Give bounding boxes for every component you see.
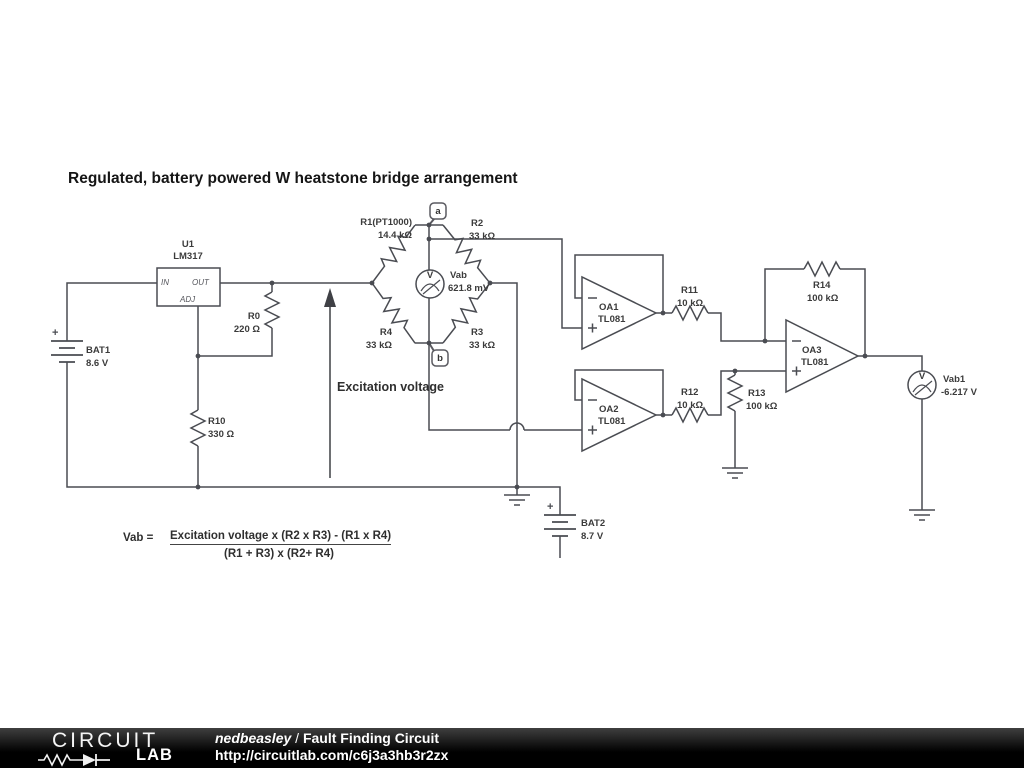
ground-symbol-rail (504, 495, 530, 505)
r4-ref-label: R4 (379, 327, 392, 338)
bat2-value-label: 8.7 V (581, 531, 604, 542)
bat2-plus-sign: + (547, 501, 554, 513)
formula-denominator: (R1 + R3) x (R2+ R4) (224, 548, 334, 560)
r10-value-label: 330 Ω (208, 429, 235, 440)
footer-owner[interactable]: nedbeasley (215, 730, 292, 746)
vab1-meter-letter: V (918, 371, 926, 382)
junction-dots (196, 223, 868, 490)
resistor-r0[interactable] (265, 292, 279, 328)
r3-ref-label: R3 (471, 327, 484, 338)
r2-value-label: 33 kΩ (469, 231, 496, 242)
bat1-plus-sign: + (52, 327, 59, 339)
oa2-part-label: TL081 (598, 416, 626, 427)
opamp-oa1[interactable] (582, 277, 656, 349)
u1-pin-in-label: IN (161, 278, 169, 287)
node-a-label: a (435, 206, 441, 217)
resistor-r14[interactable] (804, 262, 840, 276)
formula-lhs: Vab = (123, 532, 154, 544)
r12-ref-label: R12 (681, 387, 699, 398)
vab1-ref-label: Vab1 (943, 374, 966, 385)
r0-ref-label: R0 (247, 311, 260, 322)
resistor-r10[interactable] (191, 410, 205, 446)
excitation-voltage-label: Excitation voltage (337, 380, 444, 394)
r1-value-label: 14.4 kΩ (377, 230, 412, 241)
r13-ref-label: R13 (748, 388, 766, 399)
circuitlab-logo-circuit[interactable]: CIRCUIT (52, 729, 159, 752)
excitation-arrow-head (324, 288, 336, 307)
r4-value-label: 33 kΩ (365, 340, 392, 351)
footer-url[interactable]: http://circuitlab.com/c6j3a3hb3r2zx (215, 747, 449, 763)
oa1-ref-label: OA1 (599, 302, 619, 313)
resistor-r13[interactable] (728, 375, 742, 411)
circuitlab-logo-lab[interactable]: LAB (136, 746, 173, 764)
oa3-ref-label: OA3 (802, 345, 822, 356)
opamp-oa2[interactable] (582, 379, 656, 451)
battery-bat2[interactable] (544, 515, 576, 536)
footer-separator: / (291, 730, 303, 746)
ground-symbol-vab1 (909, 510, 935, 520)
bat2-ref-label: BAT2 (581, 518, 606, 529)
r2-ref-label: R2 (471, 218, 484, 229)
r10-ref-label: R10 (208, 416, 226, 427)
r13-value-label: 100 kΩ (746, 401, 778, 412)
ground-symbol-r13 (722, 468, 748, 478)
bat1-ref-label: BAT1 (86, 345, 111, 356)
r11-value-label: 10 kΩ (677, 298, 704, 309)
r14-ref-label: R14 (813, 280, 831, 291)
footer-circuit-title[interactable]: Fault Finding Circuit (302, 730, 440, 746)
oa1-part-label: TL081 (598, 314, 626, 325)
oa3-part-label: TL081 (801, 357, 829, 368)
r11-ref-label: R11 (681, 285, 698, 296)
r0-value-label: 220 Ω (233, 324, 260, 335)
u1-pin-out-label: OUT (192, 278, 209, 287)
bat1-value-label: 8.6 V (86, 358, 109, 369)
circuitlab-logo-icon (38, 752, 138, 768)
oa2-ref-label: OA2 (599, 404, 619, 415)
opamp-oa3[interactable] (786, 320, 858, 392)
footer-credit-line (215, 730, 439, 746)
vab-ref-label: Vab (450, 270, 467, 281)
node-b-label: b (437, 353, 443, 364)
r12-value-label: 10 kΩ (677, 400, 704, 411)
page-title: Regulated, battery powered W heatstone bridge arrangement (68, 170, 518, 187)
vab-meter-letter: V (426, 270, 434, 281)
formula-numerator: Excitation voltage x (R2 x R3) - (R1 x R4) (170, 530, 391, 545)
vab-value-label: 621.8 mV (448, 283, 490, 294)
r14-value-label: 100 kΩ (807, 293, 839, 304)
r3-value-label: 33 kΩ (469, 340, 496, 351)
u1-pin-adj-label: ADJ (180, 295, 196, 304)
battery-bat1[interactable] (51, 341, 83, 362)
r1-ref-label: R1(PT1000) (360, 217, 412, 228)
u1-ref-label: U1 (181, 239, 195, 250)
u1-part-label: LM317 (173, 251, 203, 262)
vab1-value-label: -6.217 V (941, 387, 977, 398)
